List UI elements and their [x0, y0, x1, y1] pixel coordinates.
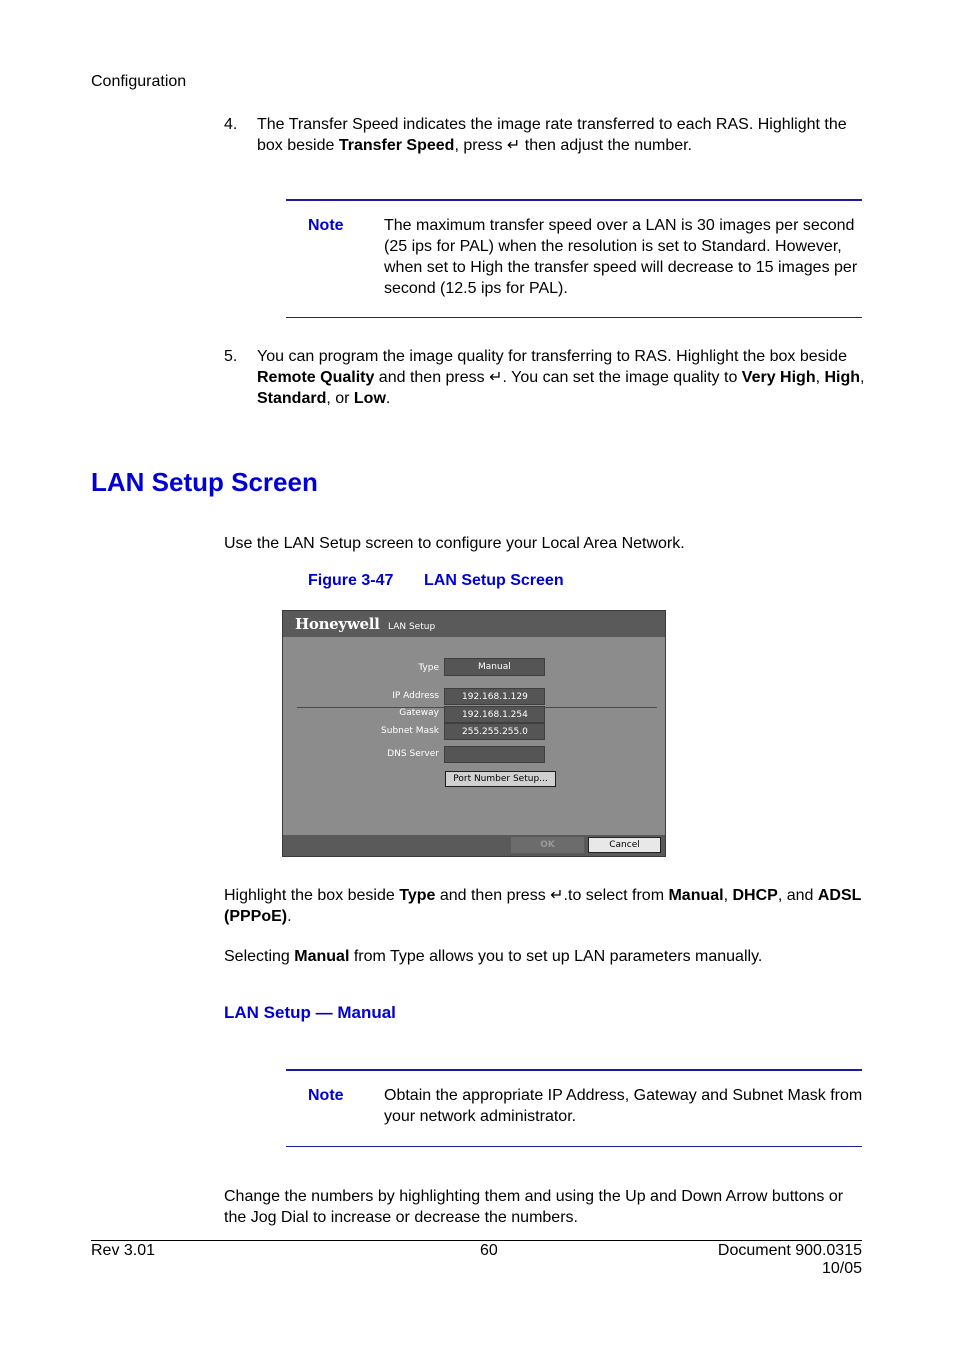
footer-revision: Rev 3.01 — [91, 1242, 156, 1259]
subnet-mask-field[interactable]: 255.255.255.0 — [444, 723, 545, 740]
note-top-rule — [286, 199, 862, 201]
note-top-rule — [286, 1069, 862, 1071]
honeywell-logo: Honeywell — [295, 615, 380, 633]
note-bottom-rule — [286, 317, 862, 318]
ok-button[interactable]: OK — [511, 837, 584, 853]
figure-title: LAN Setup Screen — [424, 572, 564, 589]
type-label: Type — [418, 663, 439, 673]
transfer-speed-term: Transfer Speed — [338, 137, 455, 154]
change-numbers-paragraph: Change the numbers by highlighting them and using the Up and Down Arrow buttons or the Jog Dial to increase or decrease the numbers. — [224, 1188, 844, 1226]
footer-rule — [91, 1240, 862, 1241]
enter-key-icon: ↵ — [550, 887, 564, 904]
step-4-text: The Transfer Speed indicates the image rate transferred to each RAS. Highlight the box beside Transfer Speed, press ↵ then adjust the number. — [257, 116, 847, 154]
screenshot-panel — [285, 641, 663, 837]
ip-address-label: IP Address — [392, 691, 439, 701]
subnet-mask-label: Subnet Mask — [381, 726, 439, 736]
note-text: The maximum transfer speed over a LAN is 30 images per second (25 ips for PAL) when the resolution is set to Standard. However, when set to High the transfer speed will decrease to 15 images per second (12.5 ips for PAL). — [384, 217, 858, 297]
gateway-label: Gateway — [399, 708, 439, 718]
enter-key-icon: ↵ — [506, 137, 521, 154]
section-title: LAN Setup Screen — [91, 467, 318, 497]
intro-paragraph: Use the LAN Setup screen to configure your Local Area Network. — [224, 535, 685, 552]
note-bottom-rule — [286, 1146, 862, 1147]
gateway-field[interactable]: 192.168.1.254 — [444, 706, 545, 723]
port-number-setup-button[interactable]: Port Number Setup... — [445, 771, 556, 787]
screenshot-screen-title: LAN Setup — [388, 622, 436, 632]
type-options-paragraph: Highlight the box beside Type and then press ↵.to select from Manual, DHCP, and ADSL (PPPoE). — [224, 887, 862, 925]
lan-setup-screenshot — [282, 610, 666, 857]
screenshot-title-bar — [283, 611, 665, 637]
ip-address-field[interactable]: 192.168.1.129 — [444, 688, 545, 705]
subsection-title: LAN Setup — Manual — [224, 1003, 396, 1022]
step-4-number: 4. — [224, 116, 238, 133]
type-select[interactable]: Manual — [444, 658, 545, 676]
step-5-text: You can program the image quality for transferring to RAS. Highlight the box beside Remote Quality and then press ↵. You can set the image quality to Very High, High, Standard, or Low. — [257, 348, 865, 407]
footer-page-number: 60 — [480, 1242, 498, 1259]
manual-paragraph: Selecting Manual from Type allows you to set up LAN parameters manually. — [224, 948, 763, 965]
note-text: Obtain the appropriate IP Address, Gateway and Subnet Mask from your network administrator. — [384, 1087, 863, 1125]
step-5-number: 5. — [224, 348, 238, 365]
cancel-button[interactable]: Cancel — [588, 837, 661, 853]
enter-key-icon: ↵ — [489, 369, 503, 386]
note-label: Note — [308, 1087, 344, 1104]
dns-server-field[interactable] — [444, 746, 545, 763]
note-label: Note — [308, 217, 344, 234]
running-header: Configuration — [91, 73, 187, 90]
footer-document: Document 900.0315 10/05 — [717, 1242, 862, 1277]
dns-server-label: DNS Server — [387, 749, 439, 759]
figure-number: Figure 3-47 — [308, 572, 394, 589]
